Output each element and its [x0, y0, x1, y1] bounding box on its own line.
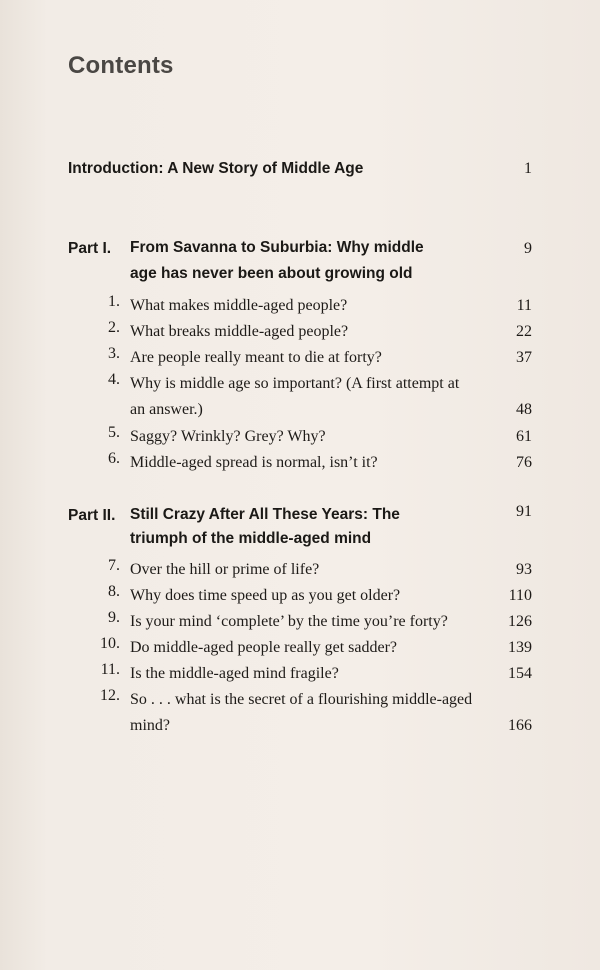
chapter-title: Is the middle-aged mind fragile?	[130, 665, 339, 682]
chapter-number: 8.	[108, 583, 120, 600]
part1-label: Part I.	[68, 240, 112, 257]
chapter-title-line1: Why is middle age so important? (A first attempt at	[130, 375, 460, 392]
chapter-number: 3.	[108, 345, 120, 362]
part1-title-line1: From Savanna to Suburbia: Why middle	[130, 239, 424, 256]
chapter-page: 166	[508, 717, 532, 734]
chapter-number: 5.	[108, 424, 120, 441]
part1-page: 9	[524, 240, 532, 257]
chapter-page: 22	[516, 323, 532, 340]
chapter-page: 48	[516, 401, 532, 418]
chapter-title-line2: mind?	[130, 717, 170, 734]
chapter-page: 139	[508, 639, 532, 656]
chapter-page: 154	[508, 665, 532, 682]
chapter-title: Why does time speed up as you get older?	[130, 587, 401, 604]
chapter-number: 1.	[108, 293, 120, 310]
chapter-number: 10.	[100, 635, 120, 652]
part2-title-line2: triumph of the middle-aged mind	[130, 530, 372, 547]
chapter-number: 7.	[108, 557, 120, 574]
chapter-page: 61	[516, 428, 532, 445]
chapter-number: 11.	[100, 661, 120, 678]
chapter-page: 11	[516, 297, 532, 314]
introduction-title: Introduction: A New Story of Middle Age	[68, 160, 364, 177]
part1-title-line2: age has never been about growing old	[130, 265, 413, 282]
chapter-page: 37	[516, 349, 532, 366]
chapter-title: Over the hill or prime of life?	[130, 561, 320, 578]
chapter-title-line2: an answer.)	[130, 401, 203, 418]
chapter-title: What breaks middle-aged people?	[130, 323, 349, 340]
chapter-page: 110	[508, 587, 532, 604]
part2-page: 91	[516, 503, 532, 520]
chapter-page: 76	[516, 454, 532, 471]
chapter-number: 12.	[100, 687, 120, 704]
chapter-page: 93	[516, 561, 532, 578]
chapter-title: What makes middle-aged people?	[130, 297, 348, 314]
chapter-title: Are people really meant to die at forty?	[130, 349, 382, 366]
chapter-title: Middle-aged spread is normal, isn’t it?	[130, 454, 378, 471]
chapter-title-line1: So . . . what is the secret of a flourishing middle-aged	[130, 691, 473, 708]
chapter-page: 126	[508, 613, 532, 630]
part2-title-line1: Still Crazy After All These Years: The	[130, 506, 400, 523]
chapter-number: 2.	[108, 319, 120, 336]
chapter-title: Is your mind ‘complete’ by the time you’re forty?	[130, 613, 448, 630]
part2-label: Part II.	[68, 507, 116, 524]
chapter-number: 9.	[108, 609, 120, 626]
page-title: Contents	[68, 52, 174, 79]
chapter-number: 4.	[108, 371, 120, 388]
chapter-title: Saggy? Wrinkly? Grey? Why?	[130, 428, 326, 445]
chapter-title: Do middle-aged people really get sadder?	[130, 639, 397, 656]
chapter-number: 6.	[108, 450, 120, 467]
introduction-page: 1	[524, 160, 532, 177]
